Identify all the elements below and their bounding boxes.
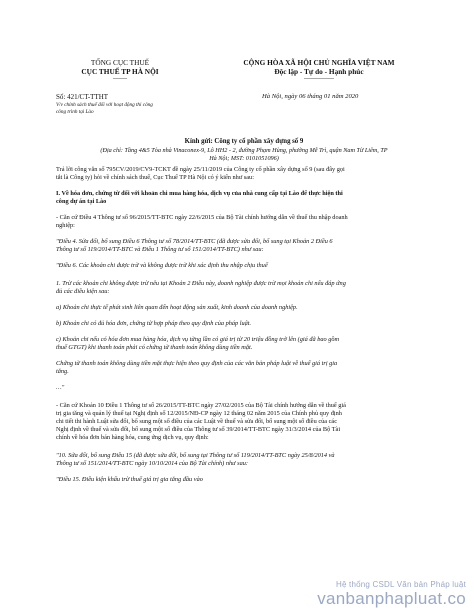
document-subject-line2: công trình tại Lào	[56, 109, 94, 115]
quote-line: đủ các điều kiện sau:	[56, 288, 110, 295]
quote-line: 1. Trừ các khoản chi không được trừ nêu tại Khoản 2 Điều này, doanh nghiệp được trừ mọi khoản chi nếu đáp ứng	[56, 280, 346, 287]
quote-line: Thông tư số 151/2014/TT-BTC ngày 10/10/2014 của Bộ Tài chính) như sau:	[56, 460, 248, 467]
quote-line: c) Khoản chi nếu có hóa đơn mua hàng hóa, dịch vụ từng lần có giá trị từ 20 triệu đồng trở lên (giá đã bao gồm	[56, 336, 340, 343]
watermark-site: vanbanphapluat.co	[317, 589, 466, 608]
body-line: - Căn cứ Điều 4 Thông tư số 96/2015/TT-BTC ngày 22/6/2015 của Bộ Tài chính hướng dẫn về thuế thu nhập doanh	[56, 214, 348, 221]
document-date: Hà Nội, ngày 06 tháng 01 năm 2020	[262, 93, 359, 100]
body-line: Nghị định về thuế và sửa đổi, bổ sung một số điều của Thông tư số 39/2014/TT-BTC ngày 31/3/2014 của Bộ Tài	[56, 426, 341, 433]
quote-line: thuế GTGT) khi thanh toán phải có chứng từ thanh toán không dùng tiền mặt.	[56, 344, 253, 351]
nation-title: CỘNG HÒA XÃ HỘI CHỦ NGHĨA VIỆT NAM	[243, 58, 395, 67]
body-line: nghiệp:	[56, 222, 75, 229]
right-dashes: ---------------	[304, 76, 334, 82]
body-line: chính về hóa đơn bán hàng hóa, cung ứng dịch vụ, quy định:	[56, 434, 209, 441]
quote-line: "Điều 6. Các khoản chi được trừ và không được trừ khi xác định thu nhập chịu thuế	[56, 262, 268, 269]
quote-line: Chứng từ thanh toán không dùng tiền mặt thực hiện theo quy định của các văn bản pháp luật về thuế giá trị gia	[56, 360, 338, 367]
recipient-to: Kính gửi: Công ty cổ phần xây dựng số 9	[184, 138, 304, 145]
quote-line: a) Khoản chi thực tế phát sinh liên quan đến hoạt động sản xuất, kinh doanh của doanh nghiệp.	[56, 304, 298, 311]
recipient-address-line1: (Địa chỉ: Tầng 4&5 Tòa nhà Vinaconex-9, Lô HH2 - 2, đường Phạm Hùng, phường Mễ Trì, quận Nam Từ Liêm, TP	[100, 147, 388, 154]
left-org-line1: TỔNG CỤC THUẾ	[90, 58, 150, 67]
quote-line: b) Khoản chi có đủ hóa đơn, chứng từ hợp pháp theo quy định của pháp luật.	[56, 320, 252, 327]
body-line: - Căn cứ Khoản 10 Điều 1 Thông tư số 26/2015/TT-BTC ngày 27/02/2015 của Bộ Tài chính hướng dẫn về thuế giá	[56, 402, 346, 409]
quote-line: "Điều 4. Sửa đổi, bổ sung Điều 6 Thông tư số 78/2014/TT-BTC (đã được sửa đổi, bổ sung tại Khoản 2 Điều 6	[56, 238, 333, 245]
quote-line: …"	[56, 384, 65, 391]
watermark-caption: Hệ thống CSDL Văn bản Pháp luật	[336, 580, 466, 589]
body-line: Trả lời công văn số 795CV/2019/CV9-TCKT đề ngày 25/11/2019 của Công ty cổ phần xây dựng số 9 (sau đây gọi	[56, 166, 345, 173]
body-line: chi tiết thi hành Luật sửa đổi, bổ sung một số điều của các Luật về thuế và sửa đổi, bổ sung một số điều của các	[56, 418, 338, 425]
quote-line: "10. Sửa đổi, bổ sung Điều 15 (đã được sửa đổi, bổ sung tại Thông tư số 119/2014/TT-BTC ngày 25/8/2014 và	[56, 452, 335, 459]
document-number: Số: 421/CT-TTHT	[56, 93, 109, 101]
body-line: trị gia tăng và quản lý thuế tại Nghị định số 12/2015/NĐ-CP ngày 12 tháng 02 năm 2015 của Chính phủ quy định	[56, 410, 342, 417]
left-dashes: -------	[113, 76, 127, 82]
recipient-address-line2: Hà Nội; MST: 0101051096)	[209, 155, 279, 162]
body-line: tắt là Công ty) hỏi về chính sách thuế, Cục Thuế TP Hà Nội có ý kiến như sau:	[56, 174, 254, 181]
section-heading: I. Về hóa đơn, chứng từ đối với khoản chi mua hàng hóa, dịch vụ của nhà cung cấp tại Lào để thực hiện thi	[56, 190, 343, 197]
quote-line: Thông tư số 119/2014/TT-BTC và Điều 1 Thông tư số 151/2014/TT-BTC) như sau:	[56, 246, 264, 253]
document-subject-line1: V/v chính sách thuế đối với hoạt động thi công	[56, 102, 153, 108]
section-heading: công dự án tại Lào	[56, 198, 107, 205]
nation-motto: Độc lập - Tự do - Hạnh phúc	[274, 67, 364, 76]
quote-line: tăng.	[56, 368, 69, 375]
left-org-line2: CỤC THUẾ TP HÀ NỘI	[81, 67, 159, 76]
quote-line: "Điều 15. Điều kiện khấu trừ thuế giá trị gia tăng đầu vào	[56, 476, 203, 483]
